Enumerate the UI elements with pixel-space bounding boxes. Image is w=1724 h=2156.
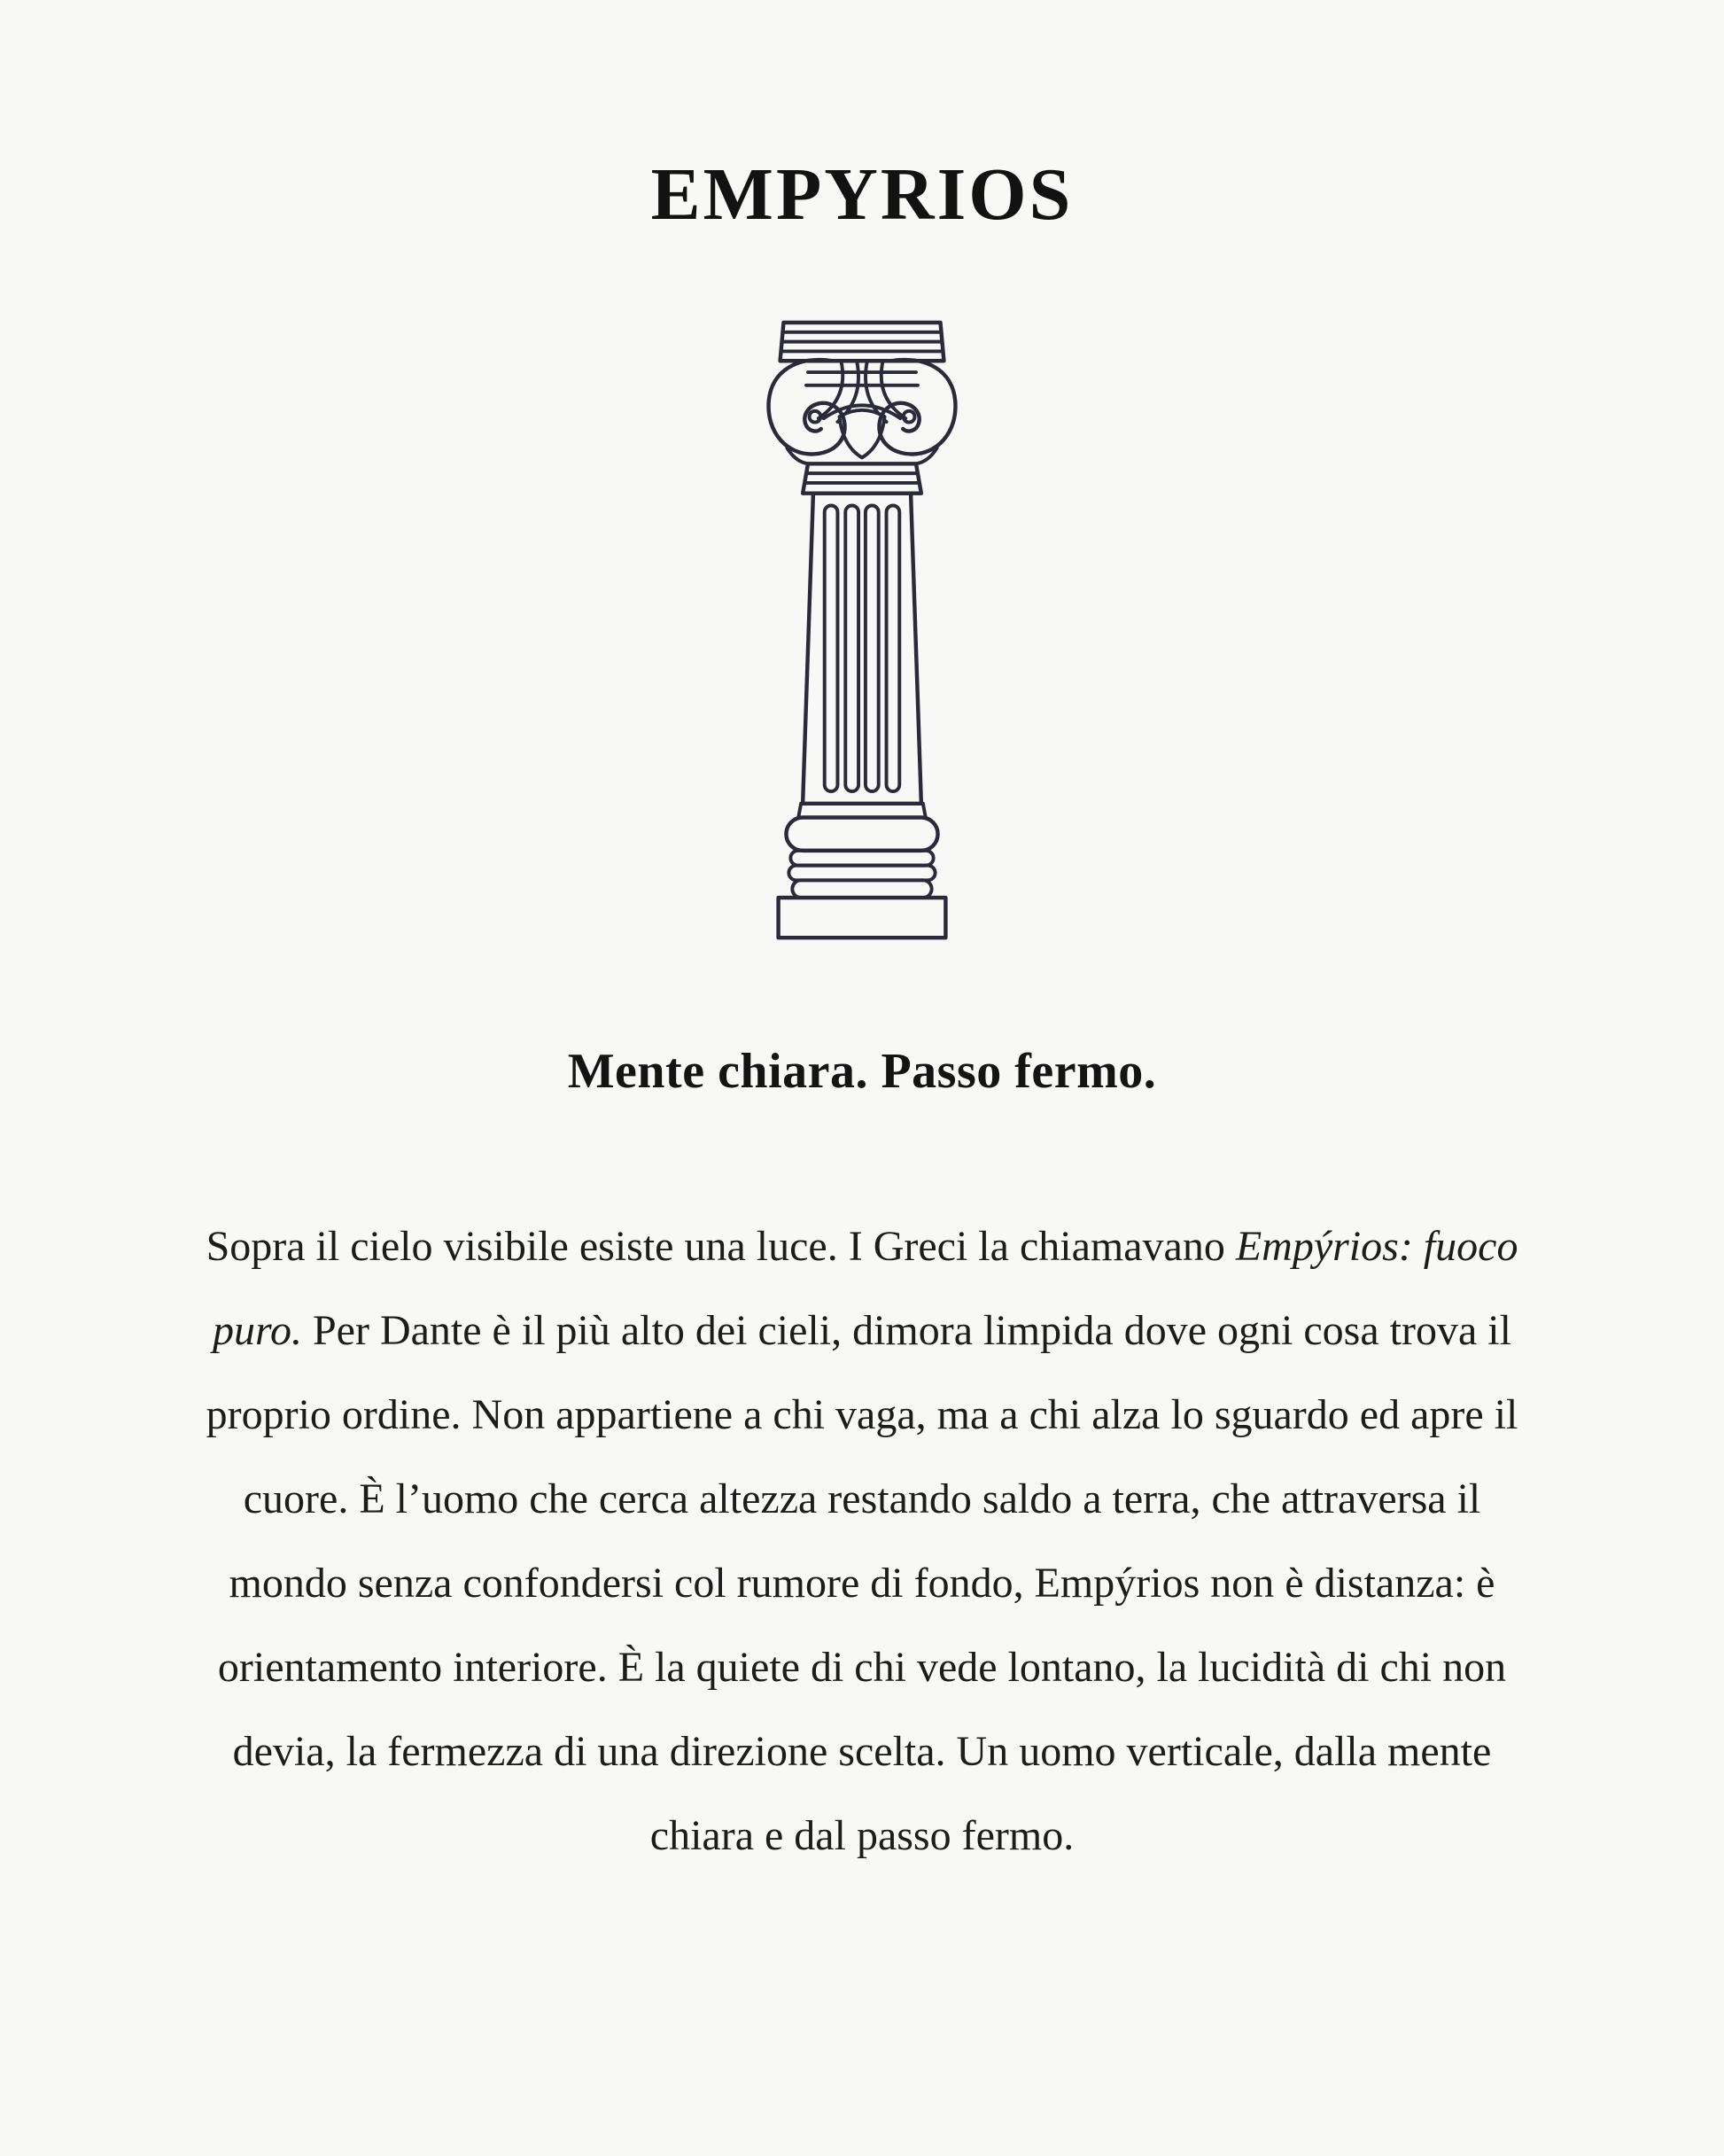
body-text-rest: Per Dante è il più alto dei cieli, dimora limpida dove ogni cosa trova il proprio ordine. Non appartiene a chi vaga, ma a chi alza lo sguardo ed apre il cuore. È l’uomo che cerca altezza restando saldo a terra, che attraversa il mondo senza confondersi col rumore di fondo, Empýrios non è distanza: è orientamento interiore. È la quiete di chi vede lontano, la lucidità di chi non devia, la fermezza di una direzione scelta. Un uomo verticale, dalla mente chiara e dal passo fermo.: [206, 1307, 1518, 1859]
column-illustration: [0, 317, 1724, 958]
page-title: EMPYRIOS: [650, 153, 1074, 236]
body-paragraph: [189, 1204, 1535, 1878]
tagline: Mente chiara. Passo fermo.: [567, 1044, 1157, 1099]
body-text-italic: Empýrios: fuoco puro.: [213, 1223, 1518, 1354]
body-text-lead: Sopra il cielo visibile esiste una luce. I Greci la chiamavano: [206, 1223, 1236, 1270]
greek-column-icon: [757, 317, 967, 953]
